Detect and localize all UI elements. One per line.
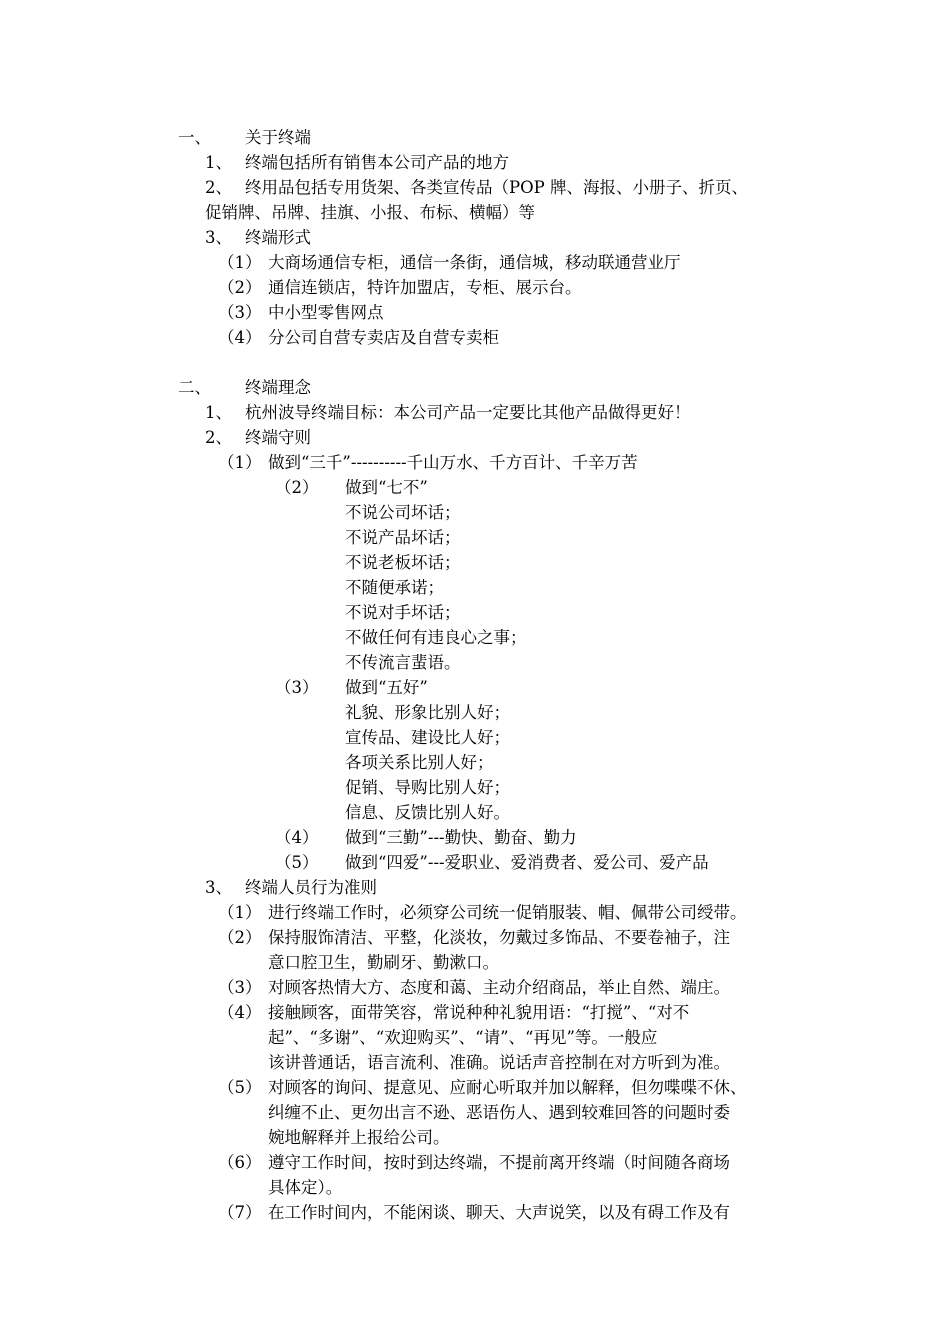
sub-item-line: 意口腔卫生，勤刷牙、勤漱口。 xyxy=(268,953,499,972)
sub-item-text: 对顾客的询问、提意见、应耐心听取并加以解释，但勿喋喋不休、 xyxy=(268,1078,747,1097)
sub-item-line: 信息、反馈比别人好。 xyxy=(345,803,510,822)
sub-item-line: 纠缠不止、更勿出言不逊、恶语伤人、遇到较难回答的问题时委 xyxy=(268,1103,730,1122)
sub-item-marker: （5） xyxy=(218,1078,262,1097)
section-marker: 一、 xyxy=(178,128,211,147)
sub-item-line: 促销、导购比别人好； xyxy=(345,778,510,797)
sub-item-text: 保持服饰清洁、平整，化淡妆，勿戴过多饰品、不要卷袖子，注 xyxy=(268,928,730,947)
sub-item-marker: （4） xyxy=(218,328,262,347)
sub-item-marker: （6） xyxy=(218,1153,262,1172)
section-title: 关于终端 xyxy=(245,128,311,147)
item-text: 终端守则 xyxy=(245,428,311,447)
sub-item-line: 不传流言蜚语。 xyxy=(345,653,461,672)
sub-item-line: 不说产品坏话； xyxy=(345,528,461,547)
sub-item-text: 做到“三千”----------千山万水、千方百计、千辛万苦 xyxy=(268,453,638,472)
sub-item-text: 接触顾客，面带笑容，常说种种礼貌用语：“打搅”、“对不 xyxy=(268,1003,690,1022)
item-text: 杭州波导终端目标：本公司产品一定要比其他产品做得更好！ xyxy=(245,403,691,422)
sub-item-marker: （3） xyxy=(275,678,319,697)
item-text: 终用品包括专用货架、各类宣传品（POP 牌、海报、小册子、折页、 xyxy=(245,178,748,197)
sub-item-marker: （3） xyxy=(218,303,262,322)
sub-item-marker: （2） xyxy=(218,278,262,297)
sub-item-marker: （5） xyxy=(275,853,319,872)
sub-item-text: 做到“七不” xyxy=(345,478,428,497)
sub-item-line: 宣传品、建设比人好； xyxy=(345,728,510,747)
sub-item-text: 做到“五好” xyxy=(345,678,428,697)
item-marker: 1、 xyxy=(205,403,232,422)
sub-item-line: 具体定）。 xyxy=(268,1178,343,1197)
sub-item-line: 不说公司坏话； xyxy=(345,503,461,522)
item-marker: 2、 xyxy=(205,428,232,447)
sub-item-marker: （1） xyxy=(218,253,262,272)
item-marker: 1、 xyxy=(205,153,232,172)
sub-item-marker: （7） xyxy=(218,1203,262,1222)
sub-item-line: 不说老板坏话； xyxy=(345,553,461,572)
sub-item-text: 做到“三勤”---勤快、勤奋、勤力 xyxy=(345,828,577,847)
sub-item-marker: （2） xyxy=(275,478,319,497)
sub-item-line: 不随便承诺； xyxy=(345,578,444,597)
sub-item-text: 中小型零售网点 xyxy=(268,303,384,322)
sub-item-text: 遵守工作时间，按时到达终端，不提前离开终端（时间随各商场 xyxy=(268,1153,730,1172)
sub-item-marker: （1） xyxy=(218,903,262,922)
item-text: 终端形式 xyxy=(245,228,311,247)
item-text: 终端包括所有销售本公司产品的地方 xyxy=(245,153,509,172)
item-text: 终端人员行为准则 xyxy=(245,878,377,897)
sub-item-marker: （4） xyxy=(275,828,319,847)
sub-item-text: 做到“四爱”---爱职业、爱消费者、爱公司、爱产品 xyxy=(345,853,709,872)
sub-item-marker: （3） xyxy=(218,978,262,997)
section-marker: 二、 xyxy=(178,378,211,397)
sub-item-line: 各项关系比别人好； xyxy=(345,753,494,772)
item-marker: 3、 xyxy=(205,878,232,897)
item-marker: 3、 xyxy=(205,228,232,247)
sub-item-line: 不做任何有违良心之事； xyxy=(345,628,527,647)
sub-item-text: 分公司自营专卖店及自营专卖柜 xyxy=(268,328,499,347)
sub-item-marker: （2） xyxy=(218,928,262,947)
sub-item-line: 婉地解释并上报给公司。 xyxy=(268,1128,450,1147)
sub-item-text: 大商场通信专柜，通信一条街，通信城，移动联通营业厅 xyxy=(268,253,681,272)
sub-item-line: 起”、“多谢”、“欢迎购买”、“请”、“再见”等。一般应 xyxy=(268,1028,658,1047)
sub-item-line: 礼貌、形象比别人好； xyxy=(345,703,510,722)
sub-item-text: 在工作时间内，不能闲谈、聊天、大声说笑，以及有碍工作及有 xyxy=(268,1203,730,1222)
sub-item-line: 该讲普通话，语言流利、准确。说话声音控制在对方听到为准。 xyxy=(268,1053,730,1072)
sub-item-text: 对顾客热情大方、态度和蔼、主动介绍商品，举止自然、端庄。 xyxy=(268,978,730,997)
sub-item-text: 通信连锁店，特许加盟店，专柜、展示台。 xyxy=(268,278,582,297)
item-marker: 2、 xyxy=(205,178,232,197)
item-text: 促销牌、吊牌、挂旗、小报、布标、横幅）等 xyxy=(205,203,535,222)
sub-item-text: 进行终端工作时，必须穿公司统一促销服装、帽、佩带公司绶带。 xyxy=(268,903,747,922)
section-title: 终端理念 xyxy=(245,378,311,397)
sub-item-line: 不说对手坏话； xyxy=(345,603,461,622)
sub-item-marker: （1） xyxy=(218,453,262,472)
sub-item-marker: （4） xyxy=(218,1003,262,1022)
